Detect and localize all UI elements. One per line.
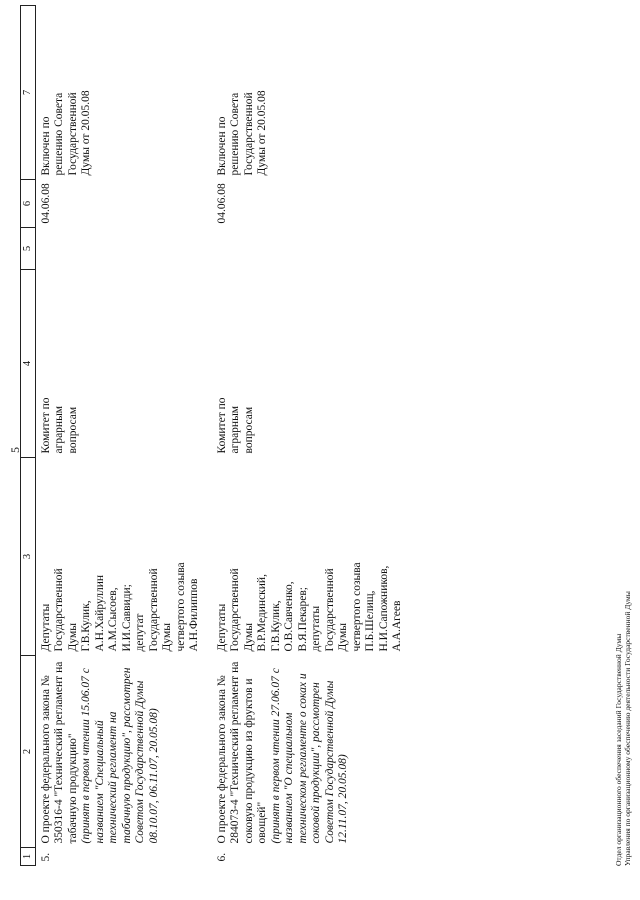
author-line: депутаты xyxy=(310,605,322,652)
author-line: И.И.Саввиди; xyxy=(120,584,133,652)
table-row xyxy=(35,6,212,866)
author-line: В.Я.Пекарев; xyxy=(296,587,309,652)
column-header-6: 6 xyxy=(21,180,36,228)
author-line: А.Н.Хайруллин xyxy=(93,574,106,652)
row-number: 5. xyxy=(39,852,52,862)
author-line: Государственной xyxy=(323,568,336,652)
footer-line-1: Отдел организационного обеспечения заседаний Государственной Думы xyxy=(614,633,623,866)
bill-note: (принят в первом чтении 27.06.07 с названием "О специальном техническом регламенте о соках и соковой продукции", рассмотрен Советом Государственной Думы 12.11.07, 20.05.08) xyxy=(269,668,349,844)
column-header-7: 7 xyxy=(21,6,36,180)
authors-cell xyxy=(212,458,415,656)
status-line: решению Совета xyxy=(229,92,241,176)
status-line: решению Совета xyxy=(53,92,65,176)
status-line: Думы от 20.05.08 xyxy=(80,90,92,176)
author-line: А.Н.Филиппов xyxy=(188,578,200,652)
author-line: четвертого созыва xyxy=(174,562,187,652)
author-line: П.Б.Шелищ, xyxy=(364,590,376,652)
status-line: Включен по xyxy=(215,116,228,176)
agenda-table xyxy=(20,5,415,866)
author-line: Думы xyxy=(337,623,349,652)
author-line: Г.В.Кулик, xyxy=(269,600,282,652)
bill-cell xyxy=(35,656,212,848)
committee-line: Комитет по xyxy=(39,397,52,454)
header-row xyxy=(21,6,36,866)
column-header-1: 1 xyxy=(21,848,36,866)
column-header-4: 4 xyxy=(21,270,36,458)
committee-line: аграрным xyxy=(229,405,241,454)
table-row xyxy=(212,6,415,866)
bill-title: О проекте федерального закона № 284073-4 "Технический регламент на соковую продукцию из фруктов и овощей" xyxy=(215,661,268,844)
author-line: А.М.Сысоев, xyxy=(107,587,119,652)
authors-cell xyxy=(35,458,212,656)
author-line: А.А.Агеев xyxy=(391,600,403,652)
status-cell xyxy=(35,6,212,180)
author-line: Думы xyxy=(242,623,255,652)
date-cell: 04.06.08 xyxy=(215,183,228,224)
page-number: 5 xyxy=(8,447,22,453)
committee-line: Комитет по xyxy=(215,397,228,454)
status-line: Государственной xyxy=(242,92,255,176)
date-cell: 04.06.08 xyxy=(39,183,52,224)
document-footer xyxy=(614,591,632,866)
author-line: Н.И.Сапожников, xyxy=(377,565,390,652)
author-line: Думы xyxy=(161,623,173,652)
status-line: Включен по xyxy=(39,116,52,176)
committee-cell xyxy=(212,270,415,458)
author-line: Государственной xyxy=(147,568,160,652)
author-line: Депутаты xyxy=(39,603,52,652)
author-line: Депутаты xyxy=(215,603,228,652)
author-line: Государственной xyxy=(53,568,65,652)
bill-title: О проекте федерального закона № 350316-4 "Технический регламент на табачную продукцию" xyxy=(39,661,79,844)
author-line: четвертого созыва xyxy=(350,562,363,652)
committee-line: вопросам xyxy=(66,406,79,454)
row-number: 6. xyxy=(215,852,228,862)
bill-note: (принят в первом чтении 15.06.07 с названием "Специальный технический регламент на табачную продукцию", рассмотрен Советом Государственной Думы 08.10.07, 06.11.07, 20.05.08) xyxy=(80,667,160,844)
author-line: депутат xyxy=(134,613,146,652)
column-header-2: 2 xyxy=(21,656,36,848)
committee-line: вопросам xyxy=(242,406,255,454)
bill-cell xyxy=(212,656,415,848)
footer-line-2: Управления по организационному обеспечению деятельности Государственной Думы xyxy=(623,591,632,866)
author-line: Государственной xyxy=(229,568,241,652)
committee-cell xyxy=(35,270,212,458)
author-line: О.В.Савченко, xyxy=(283,581,295,652)
committee-line: аграрным xyxy=(53,405,65,454)
column-5-cell xyxy=(212,228,415,270)
author-line: Г.В.Кулик, xyxy=(80,600,92,652)
column-5-cell xyxy=(35,228,212,270)
status-line: Думы от 20.05.08 xyxy=(256,90,268,176)
status-line: Государственной xyxy=(66,92,79,176)
author-line: Думы xyxy=(66,623,79,652)
column-header-5: 5 xyxy=(21,228,36,270)
column-header-3: 3 xyxy=(21,458,36,656)
status-cell xyxy=(212,6,415,180)
author-line: В.Р.Мединский, xyxy=(256,574,268,652)
